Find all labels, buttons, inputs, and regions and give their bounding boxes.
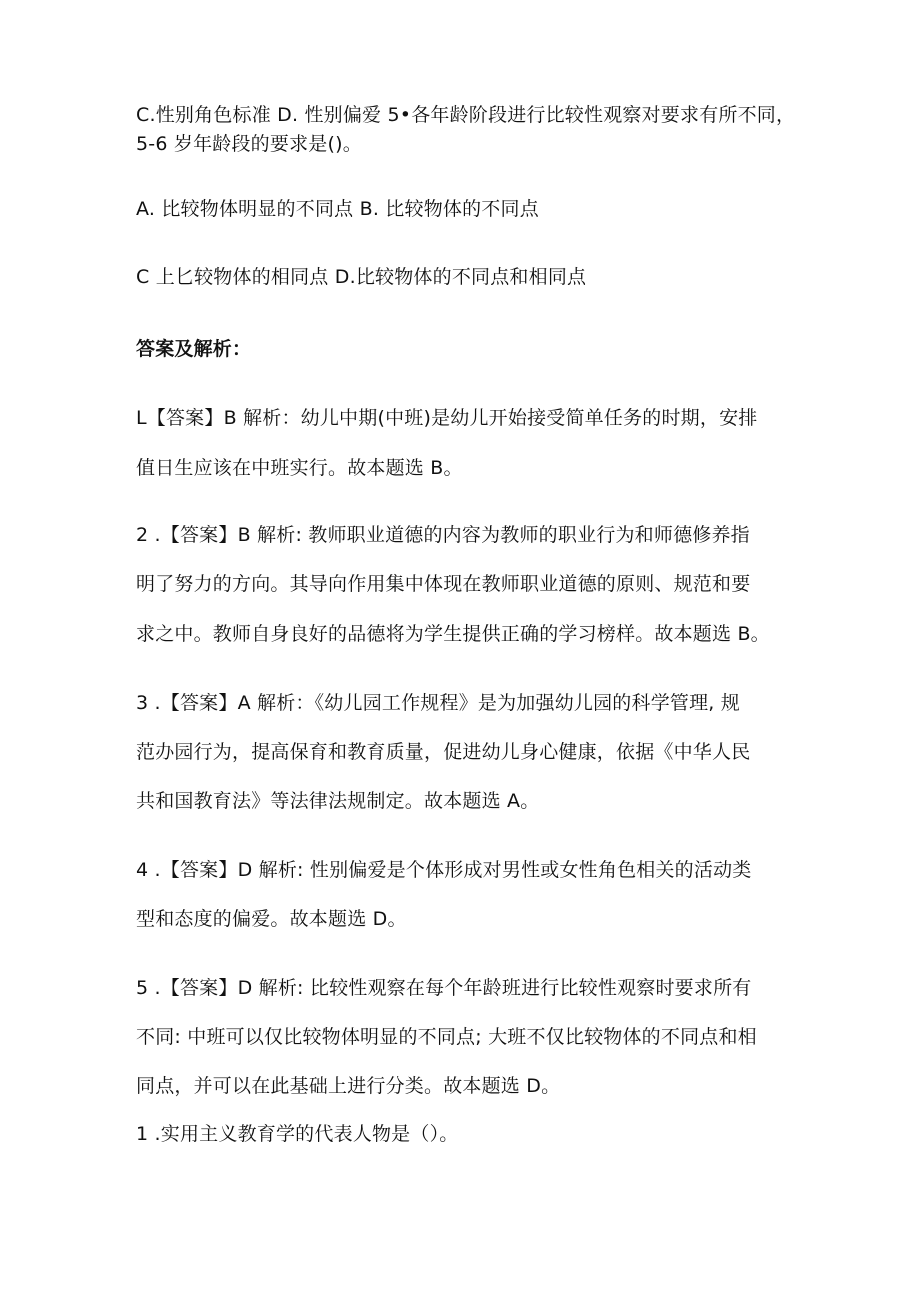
answer-line: 不同: 中班可以仅比较物体明显的不同点; 大班不仅比较物体的不同点和相 [136,1026,757,1048]
answer-line: 值日生应该在中班实行。故本题选 B。 [136,457,463,479]
answer-line: 2 .【答案】B 解析: 教师职业道德的内容为教师的职业行为和师德修养指 [136,524,750,546]
answer-line: 求之中。教师自身良好的品德将为学生提供正确的学习榜样。故本题选 B。 [136,623,770,645]
answer-line: 4 .【答案】D 解析: 性别偏爱是个体形成对男性或女性角色相关的活动类 [136,859,752,881]
answer-line: 3 .【答案】A 解析：《幼儿园工作规程》是为加强幼儿园的科学管理, 规 [136,692,740,714]
next-question-line: 1 .实用主义教育学的代表人物是（）。 [136,1123,459,1145]
question-text-line: 5-6 岁年龄段的要求是()。 [136,133,362,155]
options-line: A. 比较物体明显的不同点 B. 比较物体的不同点 [136,198,539,220]
answer-line: 共和国教育法》等法律法规制定。故本题选 A。 [136,790,540,812]
options-line: C 上匕较物体的相同点 D.比较物体的不同点和相同点 [136,266,587,288]
answer-line: 明了努力的方向。其导向作用集中体现在教师职业道德的原则、规范和要 [136,573,751,595]
answer-line: 型和态度的偏爱。故本题选 D。 [136,908,407,930]
answers-heading: 答案及解析： [136,338,252,360]
answer-line: 范办园行为，提高保育和教育质量，促进幼儿身心健康，依据《中华人民 [136,741,751,763]
answer-line: 同点，并可以在此基础上进行分类。故本题选 D。 [136,1075,561,1097]
answer-line: L【答案】B 解析：幼儿中期(中班)是幼儿开始接受简单任务的时期，安排 [136,407,758,429]
question-text-line: C.性别角色标准 D. 性别偏爱 5•各年龄阶段进行比较性观察对要求有所不同， [136,104,796,126]
answer-line: 5 .【答案】D 解析: 比较性观察在每个年龄班进行比较性观察时要求所有 [136,977,752,999]
